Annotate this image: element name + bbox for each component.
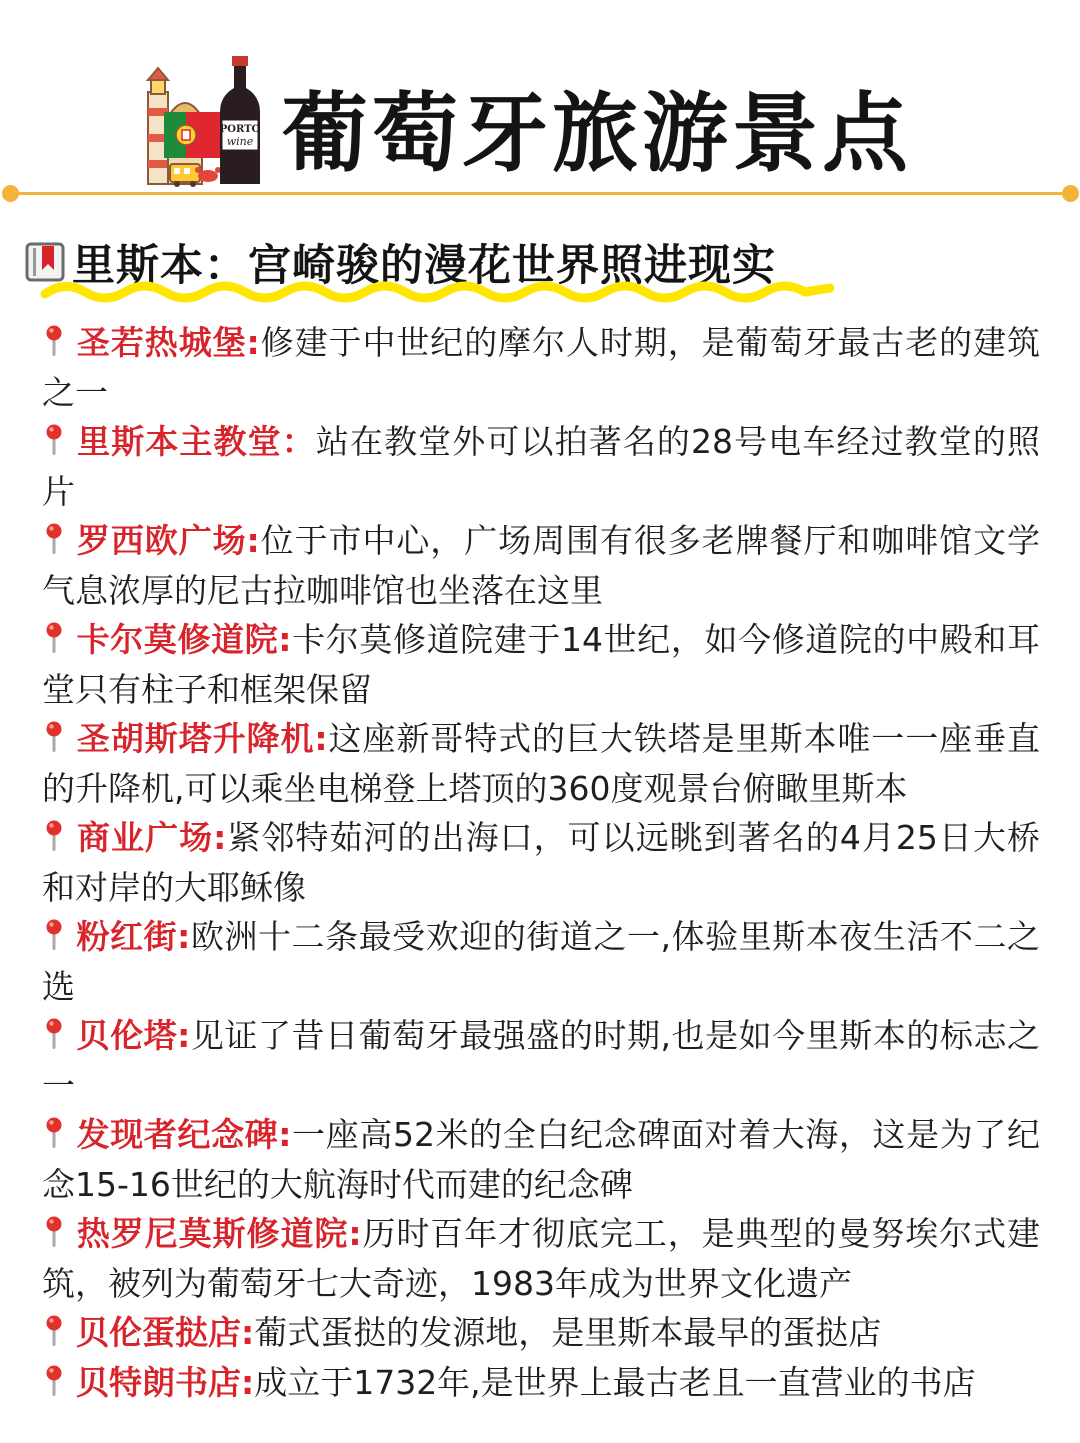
attraction-item-5 [0,714,1080,813]
attraction-item-10 [0,1209,1080,1308]
pin-icon [42,1116,66,1150]
attraction-desc: 见证了昔日葡萄牙最强盛的时期,也是如今里斯本的标志之一 [42,1016,1040,1105]
attraction-name: 贝特朗书店: [76,1362,255,1402]
attraction-name: 发现者纪念碑: [76,1115,292,1154]
attraction-item-1 [0,318,1080,417]
attraction-item-7 [0,912,1080,1011]
squiggle-underline [40,278,835,308]
attraction-name: 里斯本主教堂： [76,422,316,461]
attraction-item-6 [0,813,1080,912]
pin-icon [42,621,66,655]
bottle-label-top: PORTO [219,124,261,135]
attraction-desc: 修建于中世纪的摩尔人时期，是葡萄牙最古老的建筑之一 [42,323,1041,412]
pin-icon [42,1314,66,1348]
wine-bottle-icon [220,56,261,184]
attraction-desc: 一座高52米的全白纪念碑面对着大海，这是为了纪念15-16世纪的大航海时代而建的纪念碑 [42,1115,1040,1204]
bottle-label-bottom: wine [226,135,254,148]
page-title: 葡萄牙旅游景点 [282,84,912,184]
attraction-desc: 卡尔莫修道院建于14世纪，如今修道院的中殿和耳堂只有柱子和框架保留 [42,620,1040,709]
pin-icon [42,522,66,556]
attraction-desc: 葡式蛋挞的发源地，是里斯本最早的蛋挞店 [254,1313,882,1352]
attraction-desc: 历时百年才彻底完工，是典型的曼努埃尔式建筑，被列为葡萄牙七大奇迹，1983年成为世界文化遗产 [42,1214,1040,1303]
portugal-travel-illustration [140,52,268,188]
attraction-name: 圣若热城堡: [76,323,260,362]
attraction-item-4 [0,615,1080,714]
page-header [0,0,1080,200]
pin-icon [42,1017,66,1051]
attraction-desc: 紧邻特茹河的出海口，可以远眺到著名的4月25日大桥和对岸的大耶稣像 [42,818,1040,907]
attraction-name: 热罗尼莫斯修道院: [76,1214,362,1253]
pin-icon [42,423,66,457]
attraction-item-9 [0,1110,1080,1209]
pin-icon [42,720,66,754]
attraction-item-3 [0,516,1080,615]
portugal-flag-icon [164,112,220,158]
pin-icon [42,918,66,952]
attraction-desc: 这座新哥特式的巨大铁塔是里斯本唯一一座垂直的升降机,可以乘坐电梯登上塔顶的360度观景台俯瞰里斯本 [42,719,1040,808]
attraction-name: 卡尔莫修道院: [76,620,292,659]
attraction-name: 圣胡斯塔升降机: [76,719,328,758]
pin-icon [42,324,66,358]
attraction-name: 罗西欧广场: [76,521,260,560]
pin-icon [42,819,66,853]
attraction-item-8 [0,1011,1080,1110]
attraction-item-2 [0,417,1080,516]
attraction-name: 贝伦塔: [76,1016,191,1055]
pin-icon [42,1215,66,1249]
section-title: 里斯本：宫崎骏的漫花世界照进现实 [72,240,776,291]
attraction-item-12 [0,1358,1080,1408]
attraction-item-11 [0,1308,1080,1358]
divider-dot-left [2,185,19,202]
divider-dot-right [1062,185,1079,202]
attraction-name: 商业广场: [76,818,227,857]
title-divider [10,192,1070,195]
attraction-name: 贝伦蛋挞店: [76,1313,255,1352]
attraction-name: 粉红街: [76,917,191,956]
attraction-desc: 成立于1732年,是世界上最古老且一直营业的书店 [254,1362,976,1402]
attraction-desc: 位于市中心，广场周围有很多老牌餐厅和咖啡馆文学气息浓厚的尼古拉咖啡馆也坐落在这里 [42,521,1041,610]
attraction-desc: 站在教堂外可以拍著名的28号电车经过教堂的照片 [42,422,1040,511]
pin-icon [42,1364,66,1398]
attraction-desc: 欧洲十二条最受欢迎的街道之一,体验里斯本夜生活不二之选 [42,917,1040,1006]
attraction-list [0,318,1080,1407]
